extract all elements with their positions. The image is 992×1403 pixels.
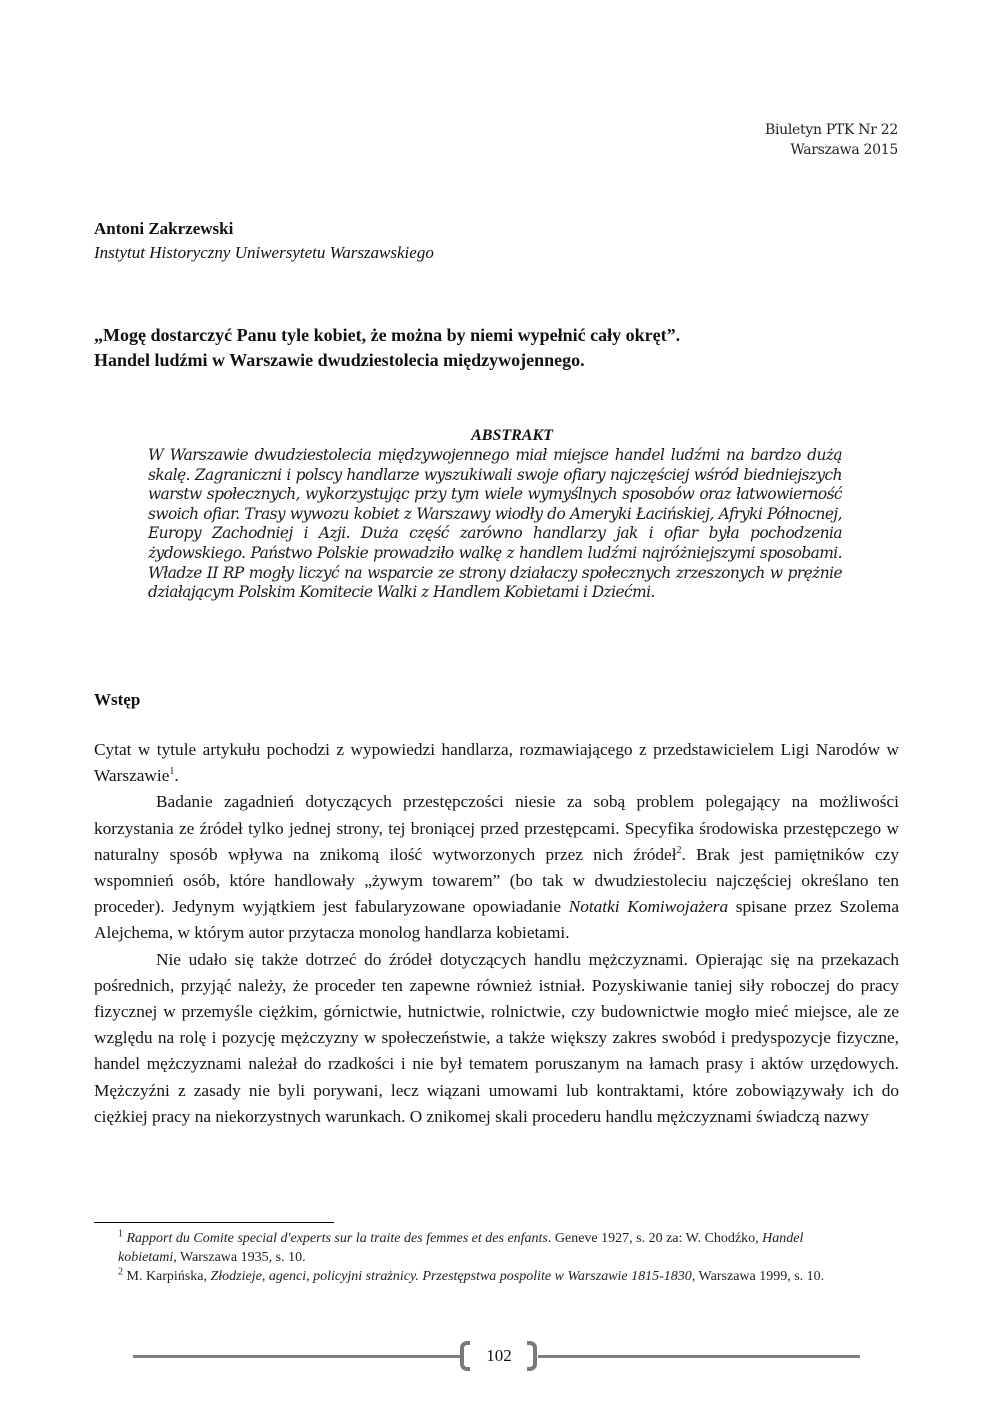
author-block	[94, 217, 434, 265]
title-line-2: Handel ludźmi w Warszawie dwudziestolecia międzywojennego.	[94, 350, 585, 370]
footnote-number: 1	[118, 1228, 123, 1240]
paragraph-text: .	[174, 766, 179, 786]
journal-header	[765, 120, 898, 160]
abstract	[148, 426, 842, 603]
footnote	[118, 1267, 842, 1286]
page-footer	[133, 1340, 860, 1374]
footnote-text: M. Karpińska,	[126, 1269, 211, 1284]
paragraph	[94, 737, 899, 789]
journal-place-year: Warszawa 2015	[790, 142, 898, 158]
title-line-1: „Mogę dostarczyć Panu tyle kobiet, że można by niemi wypełnić cały okręt”.	[94, 325, 681, 345]
paragraph	[94, 789, 899, 946]
paragraph-text: Badanie zagadnień dotyczących przestępczości niesie za sobą problem polegający na możliwości korzystania ze źródeł tylko jednej strony, tej broniącej przed przestępcami. Specyfika środowiska przestępczego w naturalny sposób wpływa na znikomą ilość wytworzonych przez nich źródeł	[94, 792, 899, 864]
footnote-text: . Geneve 1927, s. 20 za: W. Chodźko,	[547, 1231, 763, 1246]
abstract-heading: ABSTRAKT	[471, 427, 553, 444]
footer-rule-right	[538, 1355, 860, 1358]
footnote	[118, 1229, 842, 1267]
author-name: Antoni Zakrzewski	[94, 219, 234, 238]
author-affiliation: Instytut Historyczny Uniwersytetu Warszawskiego	[94, 243, 434, 262]
footnote-ref[interactable]: 1	[169, 766, 175, 778]
footnote-title: Rapport du Comite special d'experts sur la traite des femmes et des enfants	[126, 1231, 548, 1246]
left-bracket-icon	[460, 1341, 470, 1371]
footer-rule-left	[133, 1355, 460, 1358]
footnote-title: Handel kobietami	[118, 1231, 804, 1265]
footnote-title: Złodzieje, agenci, policyjni strażnicy. Przestępstwa pospolite w Warszawie 1815-1830	[210, 1269, 692, 1284]
footnote-separator	[94, 1222, 334, 1223]
footnotes	[118, 1229, 842, 1286]
footnote-number: 2	[118, 1266, 123, 1278]
paragraph: Nie udało się także dotrzeć do źródeł dotyczących handlu mężczyznami. Opierając się na przekazach pośrednich, przyjąć należy, że proceder ten zapewne również istniał. Pozyskiwanie taniej siły roboczej do pracy fizycznej w przemyśle ciężkim, górnictwie, hutnictwie, rolnictwie, czy budownictwie mogło mieć miejsce, ale ze względu na rolę i pozycję mężczyzny w społeczeństwie, a także większy zakres swobód i predyspozycje fizyczne, handel mężczyznami należał do rzadkości i nie był tematem poruszanym na łamach prasy i aktów urzędowych. Mężczyźni z zasady nie byli porywani, lecz wiązani umowami lub kontraktami, które zobowiązywały ich do ciężkiej pracy na niekorzystnych warunkach. O znikomej skali procederu handlu mężczyznami świadczą nazwy	[94, 949, 899, 1126]
book-title: Notatki Komiwojażera	[568, 897, 729, 917]
footnote-text: , Warszawa 1935, s. 10.	[173, 1250, 306, 1265]
paragraph-text: spisane przez Szolema Alejchema, w którym autor przytacza monolog handlarza kobietami.	[94, 897, 899, 943]
body-text	[94, 737, 899, 1130]
section-heading: Wstęp	[94, 690, 141, 709]
footnote-ref[interactable]: 2	[676, 845, 682, 857]
article-title	[94, 323, 680, 373]
abstract-text: W Warszawie dwudziestolecia międzywojennego miał miejsce handel ludźmi na bardzo dużą skalę. Zagraniczni i polscy handlarze wyszukiwali swoje ofiary najczęściej wśród biedniejszych warstw społecznych, wykorzystując przy tym wiele wymyślnych sposobów oraz łatwowierność swoich ofiar. Trasy wywozu kobiet z Warszawy wiodły do Ameryki Łacińskiej, Afryki Północnej, Europy Zachodniej i Azji. Duża część zarówno handlarzy jak i ofiar była pochodzenia żydowskiego. Państwo Polskie prowadziło walkę z handlem ludźmi najróżniejszymi sposobami. Władze II RP mogły liczyć na wsparcie ze strony działaczy społecznych zrzeszonych w prężnie działającym Polskim Komitecie Walki z Handlem Kobietami i Dziećmi.	[148, 446, 842, 602]
footnote-text: , Warszawa 1999, s. 10.	[691, 1269, 825, 1284]
right-bracket-icon	[527, 1341, 537, 1371]
paragraph-text: Cytat w tytule artykułu pochodzi z wypowiedzi handlarza, rozmawiającego z przedstawicielem Ligi Narodów w Warszawie	[94, 740, 899, 786]
journal-name: Biuletyn PTK Nr 22	[764, 122, 898, 138]
page-number: 102	[486, 1346, 512, 1365]
paragraph-text: . Brak jest pamiętników czy wspomnień osób, które handlowały „żywym towarem” (bo tak w dwudziestoleciu najczęściej określano ten proceder). Jedynym wyjątkiem jest fabularyzowane opowiadanie	[94, 844, 899, 917]
